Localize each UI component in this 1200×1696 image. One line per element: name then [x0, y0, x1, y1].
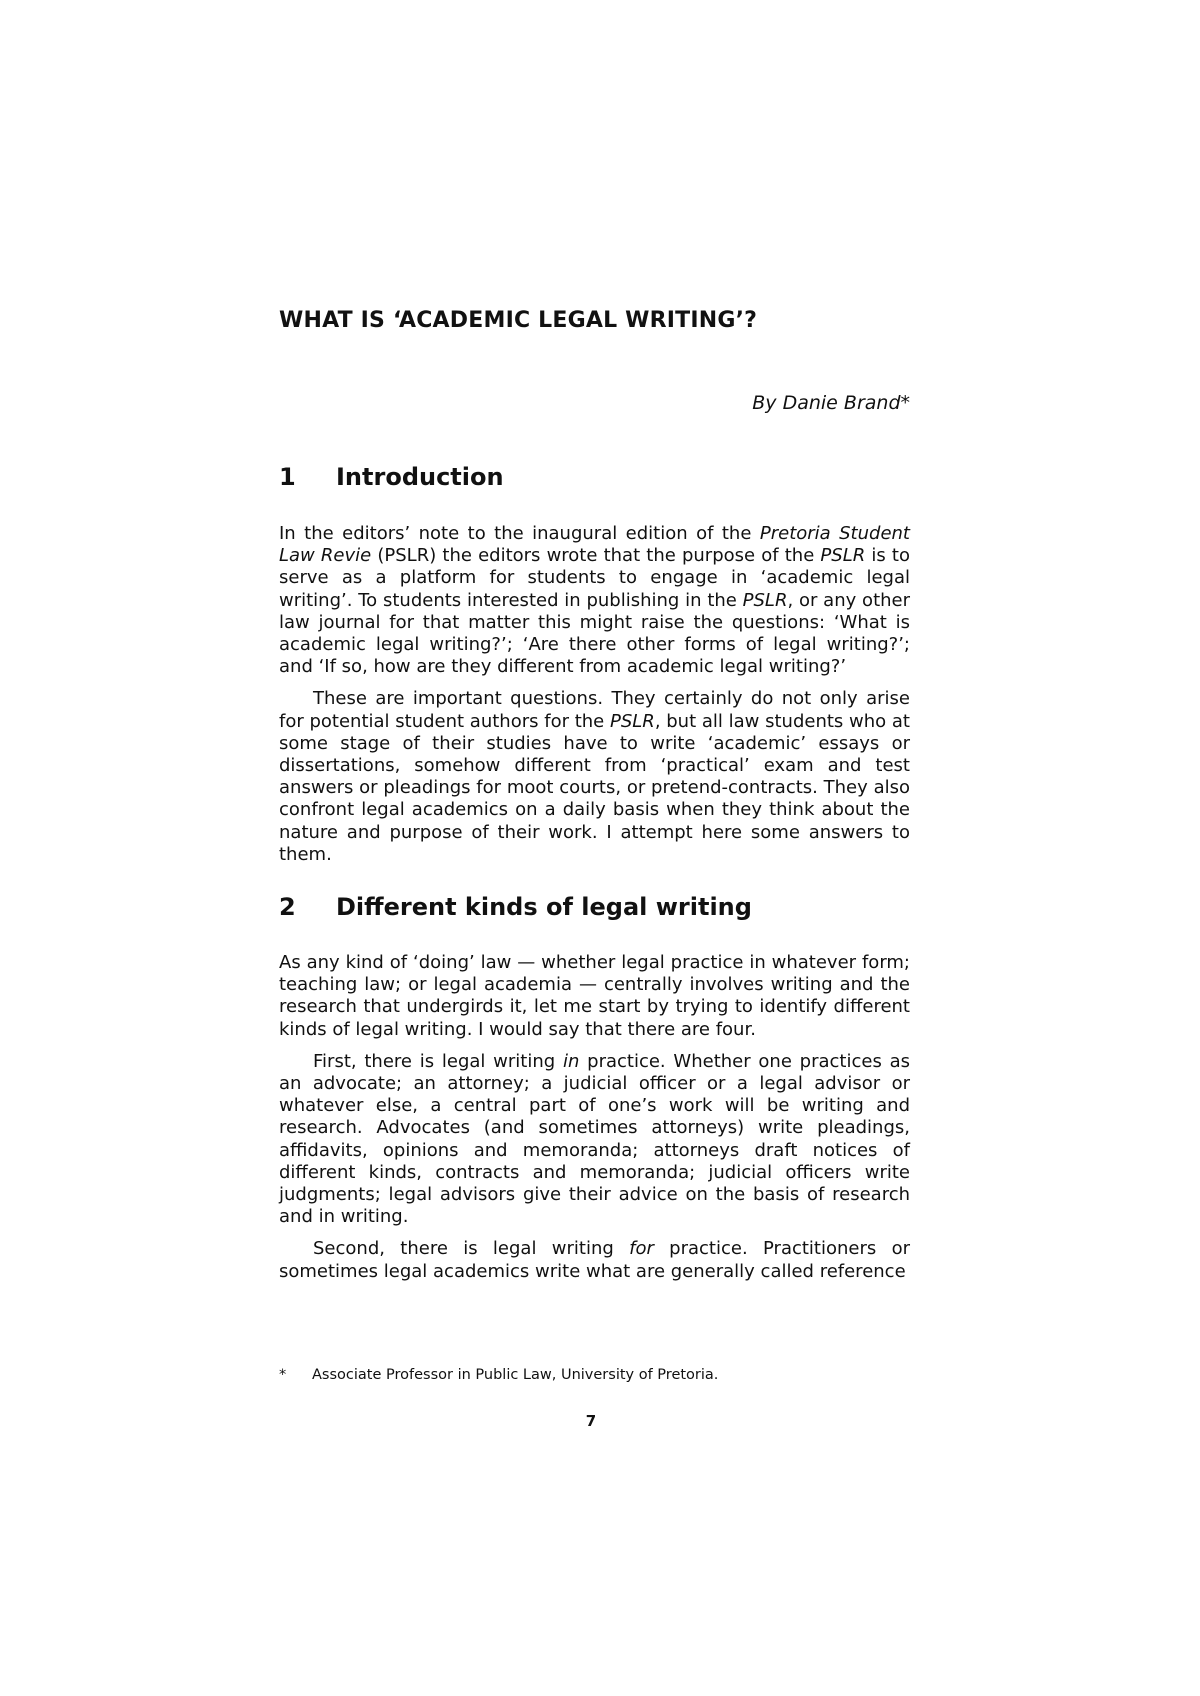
footnote-mark: * [279, 1367, 287, 1383]
paragraph: As any kind of ‘doing’ law — whether legal practice in whatever form; teaching law; or legal academia — centrally involves writing and the research that undergirds it, let me start by trying to identify different kinds of legal writing. I would say that there are four. [279, 952, 910, 1040]
journal-abbrev: PSLR [742, 589, 788, 611]
section-number: 2 [279, 893, 296, 921]
paragraph: These are important questions. They certainly do not only arise for potential student authors for the PSLR, but all law students who at some stage of their studies have to write ‘academic’ essays or dissertations, somehow different from ‘practical’ exam and test answers or pleadings for moot courts, or pretend-contracts. They also confront legal academics on a daily basis when they think about the nature and purpose of their work. I attempt here some answers to them. [279, 688, 910, 865]
emphasis: in [562, 1050, 580, 1072]
paragraph: Second, there is legal writing for practice. Practitioners or sometimes legal academics write what are generally called reference [279, 1238, 910, 1282]
section-heading-kinds-of-writing [279, 893, 910, 921]
journal-abbrev: PSLR [609, 710, 655, 732]
section-body-kinds-of-writing [279, 952, 910, 1283]
author-byline: By Danie Brand* [752, 392, 910, 414]
section-body-introduction [279, 523, 910, 866]
section-number: 1 [279, 463, 296, 491]
footnote-text: Associate Professor in Public Law, University of Pretoria. [312, 1367, 719, 1383]
page-number: 7 [585, 1412, 597, 1430]
article-title: WHAT IS ‘ACADEMIC LEGAL WRITING’? [279, 308, 758, 333]
emphasis: for [629, 1238, 654, 1260]
journal-name: Pretoria Student Law Revie [279, 523, 910, 567]
paragraph: In the editors’ note to the inaugural edition of the Pretoria Student Law Revie (PSLR) the editors wrote that the purpose of the PSLR is to serve as a platform for students to engage in ‘academic legal writing’. To students interested in publishing in the PSLR, or any other law journal for that matter this might raise the questions: ‘What is academic legal writing?’; ‘Are there other forms of legal writing?’; and ‘If so, how are they different from academic legal writing?’ [279, 523, 911, 678]
footnote [279, 1367, 959, 1383]
paragraph: First, there is legal writing in practice. Whether one practices as an advocate; an attorney; a judicial officer or a legal advisor or whatever else, a central part of one’s work will be writing and research. Advocates (and sometimes attorneys) write pleadings, affidavits, opinions and memoranda; attorneys draft notices of different kinds, contracts and memoranda; judicial officers write judgments; legal advisors give their advice on the basis of research and in writing. [279, 1050, 910, 1228]
section-title: Introduction [336, 463, 504, 491]
journal-abbrev: PSLR [820, 545, 866, 567]
section-title: Different kinds of legal writing [336, 893, 752, 921]
section-heading-introduction [279, 463, 910, 491]
